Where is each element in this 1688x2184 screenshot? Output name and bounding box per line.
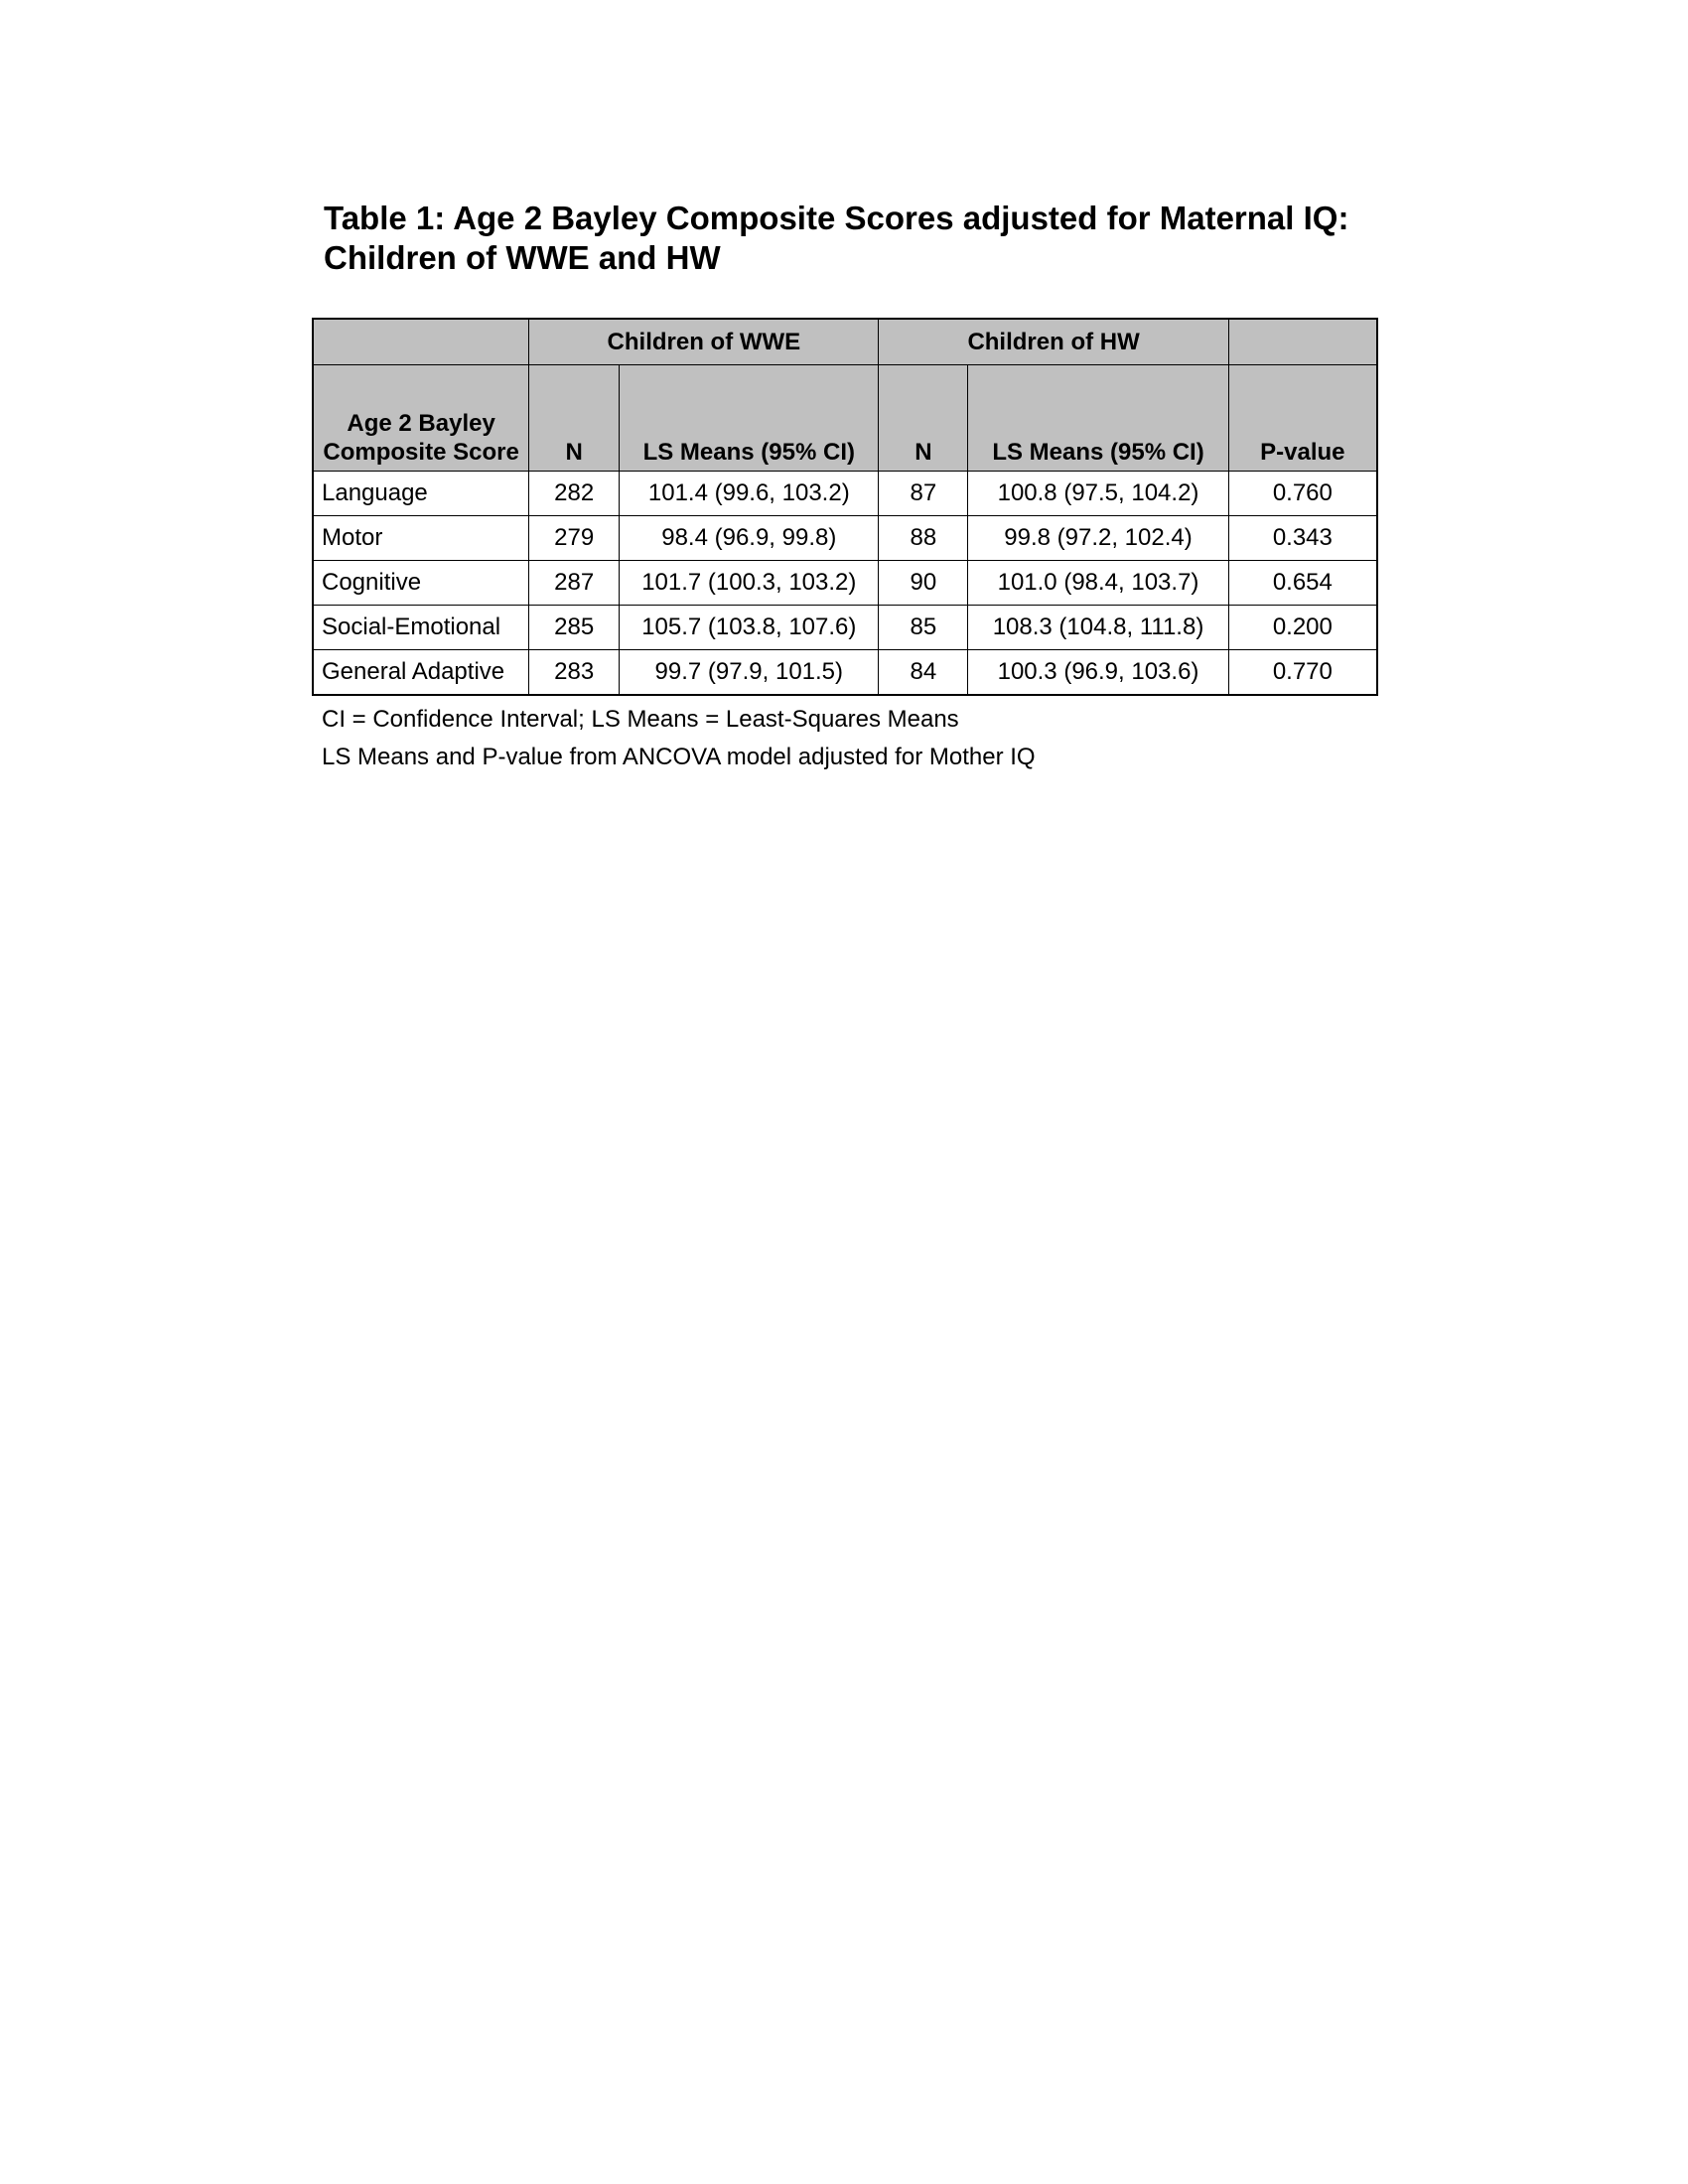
row-label: General Adaptive (313, 650, 529, 696)
cell-n-wwe: 287 (529, 561, 620, 606)
group-header-row (313, 319, 1377, 365)
cell-ls-means-wwe: 101.7 (100.3, 103.2) (620, 561, 879, 606)
cell-n-wwe: 285 (529, 606, 620, 650)
cell-n-hw: 84 (879, 650, 968, 696)
table-title-line-2: Children of WWE and HW (324, 239, 721, 276)
group-header-wwe: Children of WWE (529, 319, 879, 365)
cell-ls-means-hw: 100.3 (96.9, 103.6) (968, 650, 1228, 696)
table-row (313, 561, 1377, 606)
column-header-p-value: P-value (1228, 365, 1377, 472)
row-label: Motor (313, 516, 529, 561)
group-header-blank-right (1228, 319, 1377, 365)
cell-n-hw: 85 (879, 606, 968, 650)
cell-n-wwe: 283 (529, 650, 620, 696)
column-header-score: Age 2 Bayley Composite Score (313, 365, 529, 472)
cell-n-wwe: 282 (529, 472, 620, 516)
cell-p-value: 0.770 (1228, 650, 1377, 696)
cell-n-wwe: 279 (529, 516, 620, 561)
cell-ls-means-hw: 100.8 (97.5, 104.2) (968, 472, 1228, 516)
row-label: Social-Emotional (313, 606, 529, 650)
table-row (313, 606, 1377, 650)
column-header-n-hw: N (879, 365, 968, 472)
cell-n-hw: 90 (879, 561, 968, 606)
column-header-ls-means-hw: LS Means (95% CI) (968, 365, 1228, 472)
column-header-n-wwe: N (529, 365, 620, 472)
group-header-hw: Children of HW (879, 319, 1228, 365)
cell-ls-means-wwe: 105.7 (103.8, 107.6) (620, 606, 879, 650)
row-label: Language (313, 472, 529, 516)
row-label: Cognitive (313, 561, 529, 606)
table-row (313, 472, 1377, 516)
table-row (313, 516, 1377, 561)
table-title-line-1: Table 1: Age 2 Bayley Composite Scores adjusted for Maternal IQ: (324, 200, 1349, 236)
bayley-scores-table (312, 318, 1378, 696)
cell-n-hw: 87 (879, 472, 968, 516)
footnote-model: LS Means and P-value from ANCOVA model adjusted for Mother IQ (322, 744, 1036, 770)
cell-ls-means-wwe: 98.4 (96.9, 99.8) (620, 516, 879, 561)
cell-p-value: 0.200 (1228, 606, 1377, 650)
cell-p-value: 0.654 (1228, 561, 1377, 606)
cell-ls-means-hw: 99.8 (97.2, 102.4) (968, 516, 1228, 561)
table-title (324, 199, 1456, 278)
cell-ls-means-wwe: 101.4 (99.6, 103.2) (620, 472, 879, 516)
cell-p-value: 0.343 (1228, 516, 1377, 561)
cell-ls-means-wwe: 99.7 (97.9, 101.5) (620, 650, 879, 696)
column-header-ls-means-wwe: LS Means (95% CI) (620, 365, 879, 472)
group-header-blank-left (313, 319, 529, 365)
table-row (313, 650, 1377, 696)
cell-ls-means-hw: 108.3 (104.8, 111.8) (968, 606, 1228, 650)
cell-ls-means-hw: 101.0 (98.4, 103.7) (968, 561, 1228, 606)
cell-p-value: 0.760 (1228, 472, 1377, 516)
column-header-row (313, 365, 1377, 472)
footnote-abbreviations: CI = Confidence Interval; LS Means = Least-Squares Means (322, 706, 959, 733)
cell-n-hw: 88 (879, 516, 968, 561)
